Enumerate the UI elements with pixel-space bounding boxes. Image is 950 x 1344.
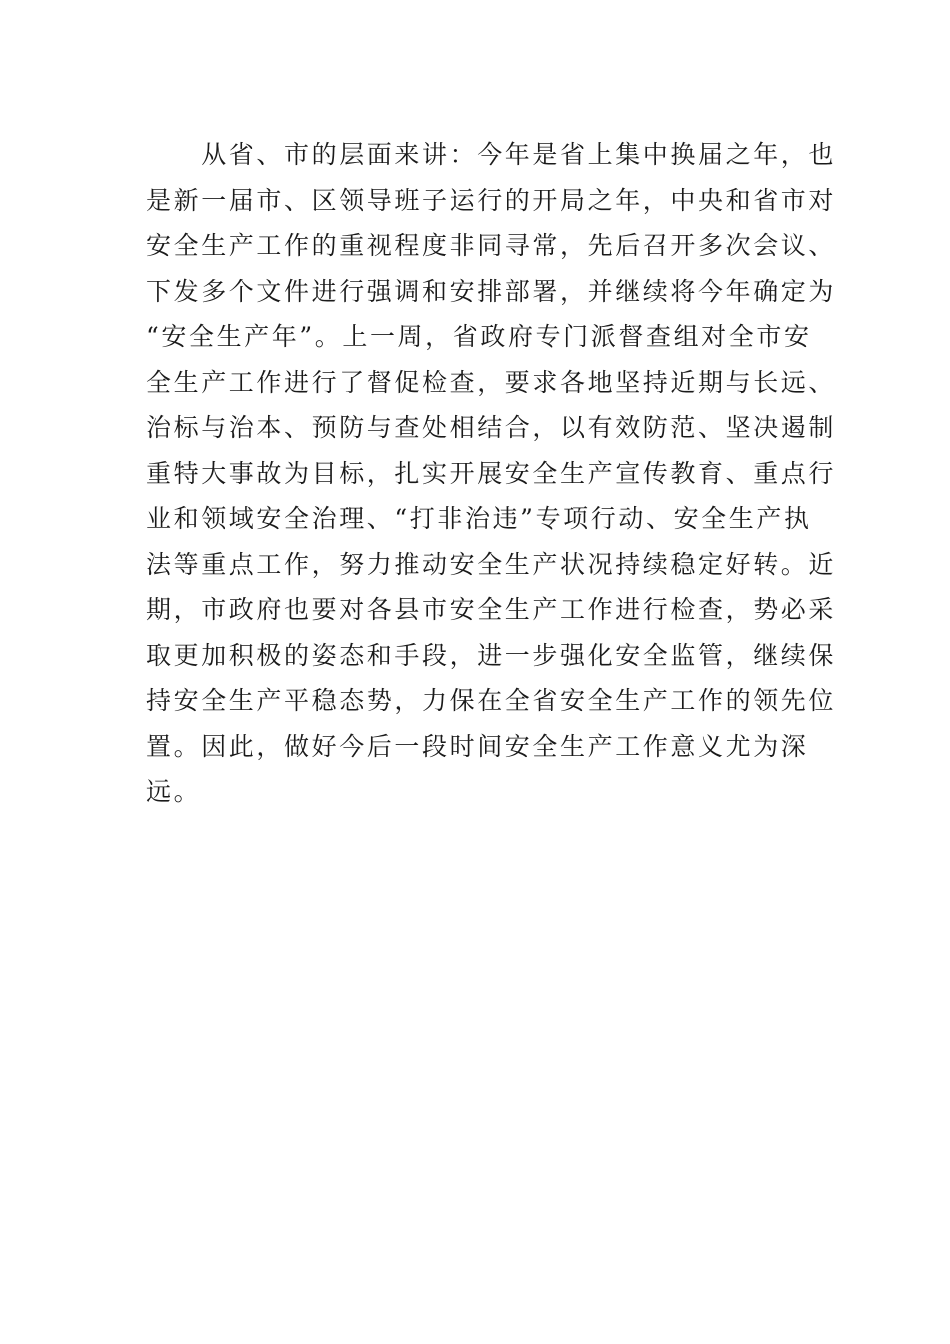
paragraph-line: 业和领域安全治理、“打非治违”专项行动、安全生产执 [146, 504, 812, 533]
paragraph-line: 重特大事故为目标，扎实开展安全生产宣传教育、重点行 [146, 458, 837, 488]
paragraph-line: 下发多个文件进行强调和安排部署，并继续将今年确定为 [146, 276, 837, 306]
paragraph-line: 远。 [146, 777, 202, 806]
paragraph-line: 期，市政府也要对各县市安全生产工作进行检查，势必采 [146, 595, 837, 624]
paragraph-line: 安全生产工作的重视程度非同寻常，先后召开多次会议、 [146, 231, 837, 260]
paragraph-line: 置。因此，做好今后一段时间安全生产工作意义尤为深 [146, 731, 809, 761]
paragraph-line: 治标与治本、预防与查处相结合，以有效防范、坚决遏制 [146, 413, 837, 442]
paragraph-line: 法等重点工作，努力推动安全生产状况持续稳定好转。近 [146, 549, 837, 579]
paragraph-line: 取更加积极的姿态和手段，进一步强化安全监管，继续保 [146, 640, 837, 670]
paragraph-line: 从省、市的层面来讲：今年是省上集中换届之年，也 [146, 140, 837, 169]
body-paragraph [146, 132, 837, 815]
paragraph-line: 持安全生产平稳态势，力保在全省安全生产工作的领先位 [146, 686, 837, 715]
paragraph-line: “安全生产年”。上一周，省政府专门派督查组对全市安 [146, 322, 812, 351]
paragraph-line: 全生产工作进行了督促检查，要求各地坚持近期与长远、 [146, 367, 837, 397]
paragraph-line: 是新一届市、区领导班子运行的开局之年，中央和省市对 [146, 185, 837, 215]
